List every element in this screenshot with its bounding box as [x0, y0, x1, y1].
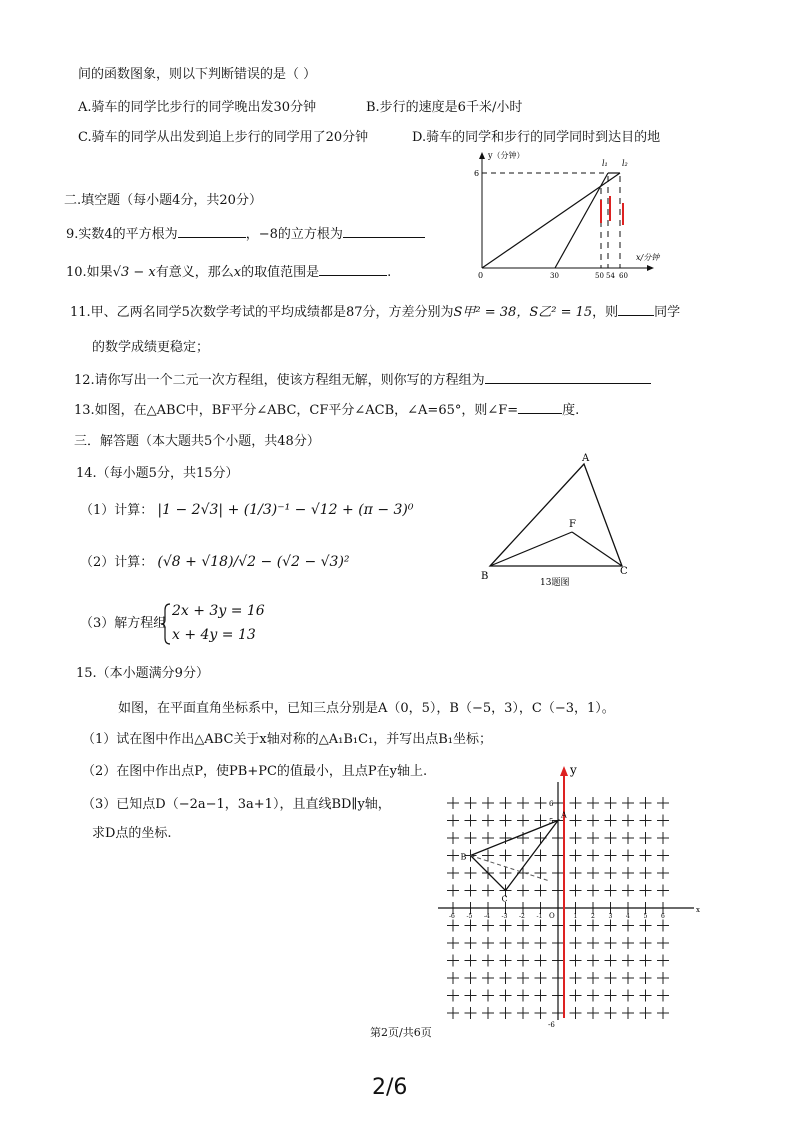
q9-blank-1[interactable]	[178, 225, 246, 238]
grid-x-tick-pos: 2	[591, 913, 595, 920]
grid-x-tick-pos: 6	[661, 913, 665, 920]
q8-y-tick-6: 6	[474, 169, 480, 178]
q14-heading: 14.（每小题5分，共15分）	[76, 466, 239, 481]
q13-text-a: 13.如图，在△ABC中，BF平分∠ABC，CF平分∠ACB，∠A=65°，则∠F=	[74, 403, 519, 418]
grid-x-tick-pos: 3	[608, 913, 613, 920]
grid-x-tick-neg: -4	[484, 913, 490, 920]
grid-x-tick-neg: -6	[449, 913, 455, 920]
q8-option-c: C.骑车的同学从出发到追上步行的同学用了20分钟	[78, 130, 369, 145]
grid-y-label: y	[570, 763, 577, 777]
q8-stem-end: 间的函数图象，则以下判断错误的是（ ）	[78, 67, 317, 82]
q10-end: .	[387, 265, 392, 280]
q8-x-tick-54: 54	[606, 272, 615, 280]
fig13-label-f: F	[569, 519, 576, 530]
q8-function-graph	[460, 148, 700, 278]
q14-1-expression: |1 − 2√3| + (1/3)⁻¹ − √12 + (π − 3)⁰	[157, 502, 414, 518]
grid-y-tick-neg6: -6	[548, 1021, 555, 1029]
q9-text-b: ，−8的立方根为	[245, 227, 343, 242]
q8-x-tick-60: 60	[619, 272, 628, 280]
q14-1	[80, 502, 414, 519]
q13	[74, 401, 579, 419]
q14-2-expression: (√8 + √18)/√2 − (√2 − √3)²	[157, 554, 350, 570]
q11-blank[interactable]	[618, 303, 654, 316]
q14-3-label: （3）解方程组	[80, 616, 167, 631]
grid-y-tick-6: 6	[549, 800, 554, 808]
q14-3-brace	[160, 602, 172, 646]
q12	[74, 371, 651, 389]
q13-blank[interactable]	[518, 401, 562, 414]
q11-s-jia: S甲² = 38	[453, 305, 517, 320]
q15-part3-a: （3）已知点D（−2a−1，3a+1），且直线BD∥y轴，	[82, 797, 391, 812]
page-footer-text: 第2页/共6页	[370, 1026, 432, 1039]
q10	[66, 263, 391, 281]
grid-x-tick-pos: 4	[626, 913, 630, 920]
fig13-caption: 13题图	[540, 578, 570, 588]
q10-radical: √3 − x	[112, 265, 156, 280]
q14-3-eq2: x + 4y = 13	[172, 627, 256, 643]
grid-point-b-label: B	[460, 852, 467, 862]
q8-origin: 0	[478, 271, 484, 280]
q15-intro: 如图，在平面直角坐标系中，已知三点分别是A（0，5），B（−5，3），C（−3，1）。	[118, 701, 615, 716]
q14-2-label: （2）计算：	[80, 555, 154, 570]
q9-blank-2[interactable]	[343, 225, 425, 238]
q8-option-b: B.步行的速度是6千米/小时	[366, 100, 523, 115]
fig13-label-c: C	[620, 566, 628, 577]
q15-heading: 15.（本小题满分9分）	[76, 666, 209, 681]
page-number: 2/6	[372, 1075, 408, 1100]
q15-part1: （1）试在图中作出△ABC关于x轴对称的△A₁B₁C₁，并写出点B₁坐标；	[82, 732, 493, 747]
section2-heading: 二.填空题（每小题4分，共20分）	[64, 193, 262, 208]
q10-text-c: 的取值范围是	[241, 265, 320, 280]
q10-blank[interactable]	[319, 263, 387, 276]
q9	[66, 225, 425, 243]
q8-x-label: x/分钟	[636, 253, 660, 262]
grid-origin-label: O	[549, 912, 555, 920]
grid-x-tick-pos: 1	[573, 913, 578, 920]
grid-point-a-label: A	[561, 810, 567, 820]
q8-option-a: A.骑车的同学比步行的同学晚出发30分钟	[78, 100, 317, 115]
q12-text: 12.请你写出一个二元一次方程组，使该方程组无解，则你写的方程组为	[74, 373, 485, 388]
q8-x-tick-50: 50	[595, 272, 604, 280]
grid-x-tick-neg: -2	[519, 913, 525, 920]
grid-y-tick-5: 5	[549, 817, 554, 826]
grid-x-tick-neg: -5	[466, 913, 473, 920]
grid-x-tick-neg: -1	[536, 913, 543, 920]
q10-text-b: 有意义，那么	[155, 265, 234, 280]
fig13-label-a: A	[582, 453, 590, 464]
q14-2	[80, 554, 350, 571]
q8-option-d: D.骑车的同学和步行的同学同时到达目的地	[412, 130, 661, 145]
section3-heading: 三．解答题（本大题共5个小题，共48分）	[74, 434, 320, 449]
q8-y-label: y（分钟）	[488, 151, 525, 160]
grid-x-label: x	[696, 906, 700, 914]
q11-text-a: 11.甲、乙两名同学5次数学考试的平均成绩都是87分，方差分别为	[70, 305, 454, 320]
q11-text-c: 同学	[654, 305, 681, 320]
q13-text-b: 度.	[562, 403, 580, 418]
q10-var: x	[233, 265, 242, 280]
q10-text-a: 10.如果	[66, 265, 113, 280]
coordinate-grid	[438, 762, 700, 1029]
q12-blank[interactable]	[485, 371, 651, 384]
q11-s-yi: ，S乙² = 15	[516, 305, 593, 320]
q11	[70, 303, 680, 321]
q14-1-label: （1）计算：	[80, 503, 154, 518]
red-y-axis-arrow	[560, 766, 568, 776]
q9-text-a: 9.实数4的平方根为	[66, 227, 178, 242]
q8-line-l2: l₂	[622, 159, 628, 168]
q8-x-tick-30: 30	[550, 272, 559, 280]
q11-line2: 的数学成绩更稳定；	[92, 340, 210, 355]
grid-point-c-label: C	[501, 894, 508, 904]
q11-text-b: ，则	[592, 305, 619, 320]
q8-line-l1: l₁	[602, 159, 608, 168]
fig13-label-b: B	[481, 571, 489, 582]
q14-3-eq1: 2x + 3y = 16	[172, 603, 265, 619]
fig13-triangle	[478, 448, 638, 588]
grid-x-tick-pos: 5	[643, 913, 648, 920]
grid-x-tick-neg: -3	[501, 913, 508, 920]
q15-part2: （2）在图中作出点P，使PB+PC的值最小，且点P在y轴上.	[82, 764, 428, 779]
q15-part3-b: 求D点的坐标.	[92, 826, 172, 841]
